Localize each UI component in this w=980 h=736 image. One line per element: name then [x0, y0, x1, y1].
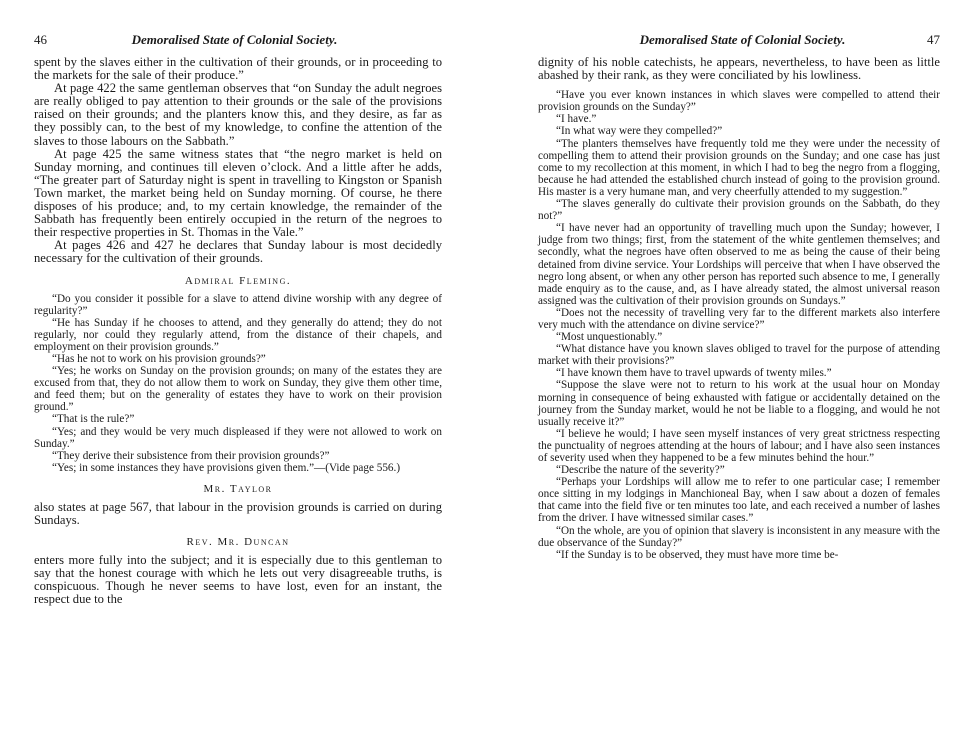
paragraph: spent by the slaves either in the cultivation of their grounds, or in proceeding to the markets for the sale of their produce.” [34, 55, 442, 83]
testimony-line: “On the whole, are you of opinion that slavery is inconsistent in any measure with the due observance of the Sunday?” [538, 524, 941, 549]
testimony-line: “Perhaps your Lordships will allow me to refer to one particular case; I remember once sitting in my lodgings in Manchioneal Bay, when I saw about a dozen of females that came into the field five or ten minutes too late, and each received a number of lashes from the driver. I have witnessed similar cases.” [538, 476, 940, 525]
section-heading: Admiral Fleming. [184, 274, 292, 287]
page-number: 47 [926, 32, 940, 47]
running-title: Demoralised State of Colonial Society. [131, 32, 338, 47]
paragraph: also states at page 567, that labour in the provision grounds is carried on during Sundays. [34, 499, 442, 527]
left-page-header [34, 32, 442, 52]
testimony-line: “Does not the necessity of travelling very far to the different markets also interfere very much with the attendance on divine service?” [538, 306, 940, 331]
left-page-body [34, 56, 442, 606]
testimony-line: “The planters themselves have frequently told me they were under the necessity of compelling them to attend their provision grounds on the Sunday; and one case has just come to my recollection at this moment, in which I had to beg the negro from a flogging, because he had attended the established church instead of going to the provision ground. His master is a very humane man, and very cheerfully attended to my suggestion.” [538, 137, 940, 198]
testimony-line: “Yes; in some instances they have provisions given them.”—(Vide page 556.) [52, 461, 401, 474]
testimony-line: “Do you consider it possible for a slave to attend divine worship with any degree of regularity?” [34, 292, 442, 317]
right-page [490, 0, 980, 736]
testimony-line: “If the Sunday is to be observed, they must have more time be- [556, 548, 839, 561]
testimony-line: “He has Sunday if he chooses to attend, and they generally do attend; they do not regularly, nor could they regularly attend, from the distance of their chapels, and employment on their provision grounds.” [34, 316, 442, 353]
paragraph: At page 425 the same witness states that “the negro market is held on Sunday morning, and continues till eleven o’clock. And a little after he adds, “The greater part of Saturday night is spent in travelling to Kingston or Spanish Town market, the market being held on Sunday morning. Of course, he there disposes of his produce; and, to my certain knowledge, the remainder of the Sabbath has frequently been entirely occupied in the return of the negroes to their respective properties in St. Thomas in the Vale.” [34, 146, 442, 240]
testimony-line: “Yes; and they would be very much displeased if they were not allowed to work on Sunday.” [34, 425, 442, 450]
section-heading: Rev. Mr. Duncan [186, 536, 290, 549]
right-page-header [538, 32, 940, 52]
testimony-line: “They derive their subsistence from their provision grounds?” [52, 449, 330, 462]
testimony-line: “What distance have you known slaves obliged to travel for the purpose of attending market with their provisions?” [538, 343, 940, 368]
testimony-line: “Have you ever known instances in which slaves were compelled to attend their provision grounds on the Sunday?” [538, 89, 940, 114]
testimony-line: “I have never had an opportunity of travelling much upon the Sunday; however, I judge from two things; first, from the statement of the white gentlemen themselves; and secondly, what the negroes have often observed to me as being the cause of their being detained from divine service. Your Lordships will perceive that when I have observed the negro long absent, or when any other person has reported such absence to me, I generally made enquiry as to the cause, and, as I have already stated, the almost universal reason assigned was the cultivation of their provision grounds on Sundays.” [538, 222, 940, 307]
right-page-body [538, 56, 940, 561]
section-heading: Mr. Taylor [203, 482, 273, 495]
paragraph: dignity of his noble catechists, he appears, nevertheless, to have been as little abashed by their rank, as they were conciliated by his lowliness. [538, 55, 940, 83]
testimony-line: “Most unquestionably.” [556, 331, 663, 344]
testimony-line: “I have known them have to travel upwards of twenty miles.” [556, 367, 832, 380]
paragraph: At page 422 the same gentleman observes that “on Sunday the adult negroes are really obliged to pay attention to their grounds or the sale of the provisions raised on their grounds; and the planters know this, and they desire, as far as they possibly can, to the best of my knowledge, to confine the attention of the slaves to those labours on the Sabbath.” [34, 81, 442, 148]
testimony-line: “I believe he would; I have seen myself instances of very great strictness respecting the punctuality of negroes attending at the hours of labour; and I have also seen instances of severity used when they happened to be a few minutes behind the hour.” [538, 427, 940, 464]
testimony-line: “That is the rule?” [52, 413, 135, 426]
testimony-line: “In what way were they compelled?” [556, 125, 723, 138]
testimony-line: “The slaves generally do cultivate their provision grounds on the Sabbath, do they not?” [538, 198, 940, 223]
page-number: 46 [34, 32, 47, 47]
paragraph: enters more fully into the subject; and it is especially due to this gentleman to say that the honest courage with which he lets out very disagreeable truths, is conspicuous. Though he never seems to have lost, even for an instant, the respect due to the [34, 553, 442, 607]
testimony-line: “I have.” [556, 113, 597, 126]
testimony-line: “Describe the nature of the severity?” [556, 464, 725, 477]
testimony-line: “Suppose the slave were not to return to his work at the usual hour on Monday morning in consequence of being exhausted with fatigue or accidentally detained on the journey from the Sunday market, would he not be liable to a flogging, and would he not usually receive it?” [538, 379, 940, 428]
paragraph: At pages 426 and 427 he declares that Sunday labour is most decidedly necessary for the cultivation of their grounds. [34, 238, 442, 266]
testimony-line: “Yes; he works on Sunday on the provision grounds; on many of the estates they are excused from that, they do not allow them to work on Sunday, they give them other time, and feed them; but on the generality of estates they have to work on their provision ground.” [34, 365, 442, 414]
running-title: Demoralised State of Colonial Society. [639, 32, 846, 47]
testimony-line: “Has he not to work on his provision grounds?” [52, 352, 266, 365]
